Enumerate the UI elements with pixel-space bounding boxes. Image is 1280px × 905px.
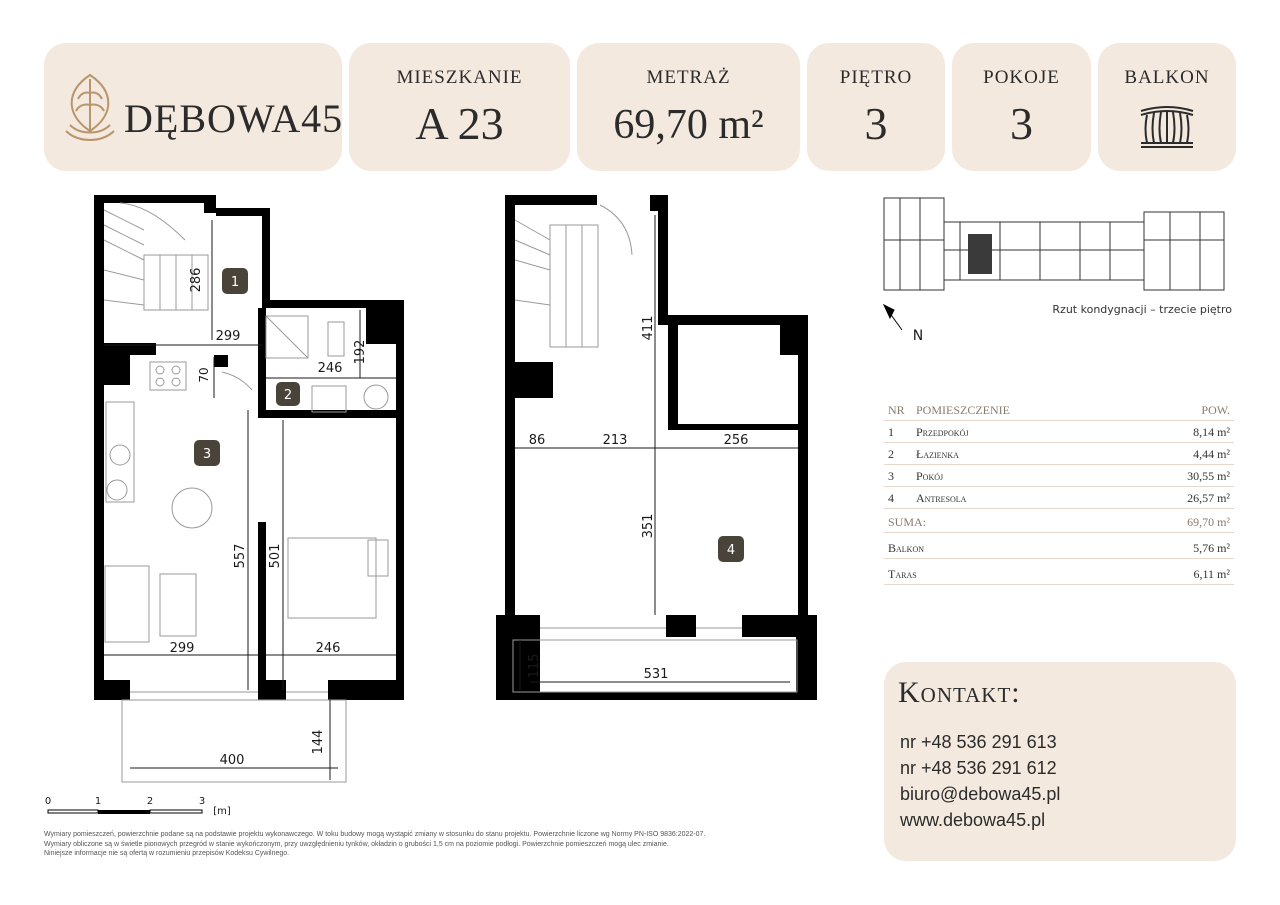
sum-area: 69,70 m² [1187, 515, 1230, 529]
room-number: 1 [230, 275, 240, 290]
row-nr: 1 [888, 425, 894, 439]
apartment-label: MIESZKANIE [396, 67, 523, 88]
table-row [884, 444, 1234, 465]
col-area: POW. [1201, 403, 1230, 417]
apartment-value: A 23 [415, 98, 504, 149]
dimension-label: 144 [311, 729, 326, 755]
dimension-label: 213 [602, 433, 628, 448]
scale-tick: 1 [94, 796, 102, 807]
site-plan-caption: Rzut kondygnacji – trzecie piętro [1052, 303, 1232, 316]
apartment-card [349, 43, 570, 171]
walls [94, 195, 404, 700]
rooms-label: POKOJE [983, 67, 1060, 88]
dimension-label: 256 [723, 433, 749, 448]
contact-title: Kontakt: [898, 676, 1021, 709]
disclaimer-line: Wymiary pomieszczeń, powierzchnie podane są na podstawie projektu wykonawczego. W toku budowy mogą wystąpić zmiany w stosunku do stanu projektu. Powierzchnie liczone wg Normy PN-ISO 9836:2022-07. [44, 831, 706, 838]
row-area: 30,55 m² [1187, 469, 1230, 483]
scale-bar [40, 790, 250, 820]
website-link[interactable]: www.debowa45.pl [900, 810, 1046, 830]
floor-card [807, 43, 945, 171]
dimension-label: 299 [215, 329, 241, 344]
dimension-label: 411 [641, 315, 656, 341]
row-area: 4,44 m² [1193, 447, 1230, 461]
dimension-label: 115 [527, 653, 542, 679]
extra-area: 6,11 m² [1193, 567, 1230, 581]
balcony-card [1098, 43, 1236, 171]
row-area: 8,14 m² [1193, 425, 1230, 439]
disclaimer [44, 830, 874, 859]
email-link[interactable]: biuro@debowa45.pl [900, 784, 1061, 804]
table-sum-row [884, 512, 1234, 533]
dimension-label: 351 [641, 513, 656, 539]
table-extra-row [884, 564, 1234, 585]
dimension-label: 557 [233, 543, 248, 569]
row-nr: 3 [888, 469, 894, 483]
col-name: POMIESZCZENIE [916, 403, 1010, 417]
extra-area: 5,76 m² [1193, 541, 1230, 555]
brand-card [44, 43, 342, 171]
dimension-label: 400 [219, 753, 245, 768]
disclaimer-line: Wymiary obliczone są w świetle pionowych przegród w stanie wykończonym, przy uwzględnieniu tynków, okładzin o grubości 1,5 cm na poziomie podłogi. Powierzchnie pomieszczeń mogą ulec zmianie. [44, 840, 669, 848]
scale-tick: 3 [198, 796, 206, 807]
row-nr: 2 [888, 447, 894, 461]
extra-name: Taras [888, 567, 917, 581]
dimension-label: 299 [169, 641, 195, 656]
room-number: 4 [726, 543, 736, 558]
north-indicator: N [912, 328, 924, 340]
floor-label: PIĘTRO [839, 67, 913, 88]
rooms-value: 3 [1010, 98, 1033, 149]
table-row [884, 466, 1234, 487]
area-label: METRAŻ [646, 67, 731, 88]
floor-value: 3 [864, 98, 888, 149]
brand-name: DĘBOWA45 [124, 96, 344, 141]
scale-tick: 2 [146, 796, 154, 807]
scale-unit: [m] [213, 806, 231, 817]
row-name: Pokój [916, 469, 944, 483]
row-name: Antresola [916, 491, 967, 505]
dimension-label: 86 [528, 433, 546, 448]
phone-link-2[interactable]: nr +48 536 291 612 [900, 758, 1057, 778]
table-extra-row [884, 538, 1234, 559]
dimension-label: 286 [189, 267, 204, 293]
contact-card [884, 662, 1236, 861]
apartment-highlight [968, 234, 992, 274]
dimension-label: 246 [315, 641, 341, 656]
scale-tick: 0 [44, 796, 52, 807]
area-card [577, 43, 800, 171]
row-area: 26,57 m² [1187, 491, 1230, 505]
disclaimer-line: Niniejsze informacje nie są ofertą w rozumieniu przepisów Kodeksu Cywilnego. [44, 850, 290, 857]
floor-plan-level-1 [90, 190, 420, 790]
dimension-label: 246 [317, 361, 343, 376]
oak-leaf-logo-icon [58, 69, 122, 149]
rooms-card [952, 43, 1091, 171]
row-name: Łazienka [916, 447, 959, 461]
room-badges [194, 268, 300, 466]
sum-label: SUMA: [888, 515, 927, 529]
table-row [884, 422, 1234, 443]
balcony-icon [1137, 105, 1197, 149]
col-nr: NR [888, 403, 905, 417]
dimension-label: 531 [643, 667, 669, 682]
dimension-label: 501 [268, 543, 283, 569]
room-number: 2 [283, 388, 293, 403]
area-value: 69,70 m² [613, 102, 764, 148]
row-nr: 4 [888, 491, 894, 505]
site-plan [878, 190, 1238, 340]
row-name: Przedpokój [916, 425, 969, 439]
phone-link-1[interactable]: nr +48 536 291 613 [900, 732, 1057, 752]
dimension-label: 70 [197, 367, 211, 383]
table-header [884, 400, 1234, 421]
balcony-label: BALKON [1124, 67, 1210, 88]
room-number: 3 [202, 447, 212, 462]
dimension-label: 192 [353, 339, 368, 365]
extra-name: Balkon [888, 541, 924, 555]
floor-plan-level-2 [490, 190, 820, 710]
table-row [884, 488, 1234, 509]
